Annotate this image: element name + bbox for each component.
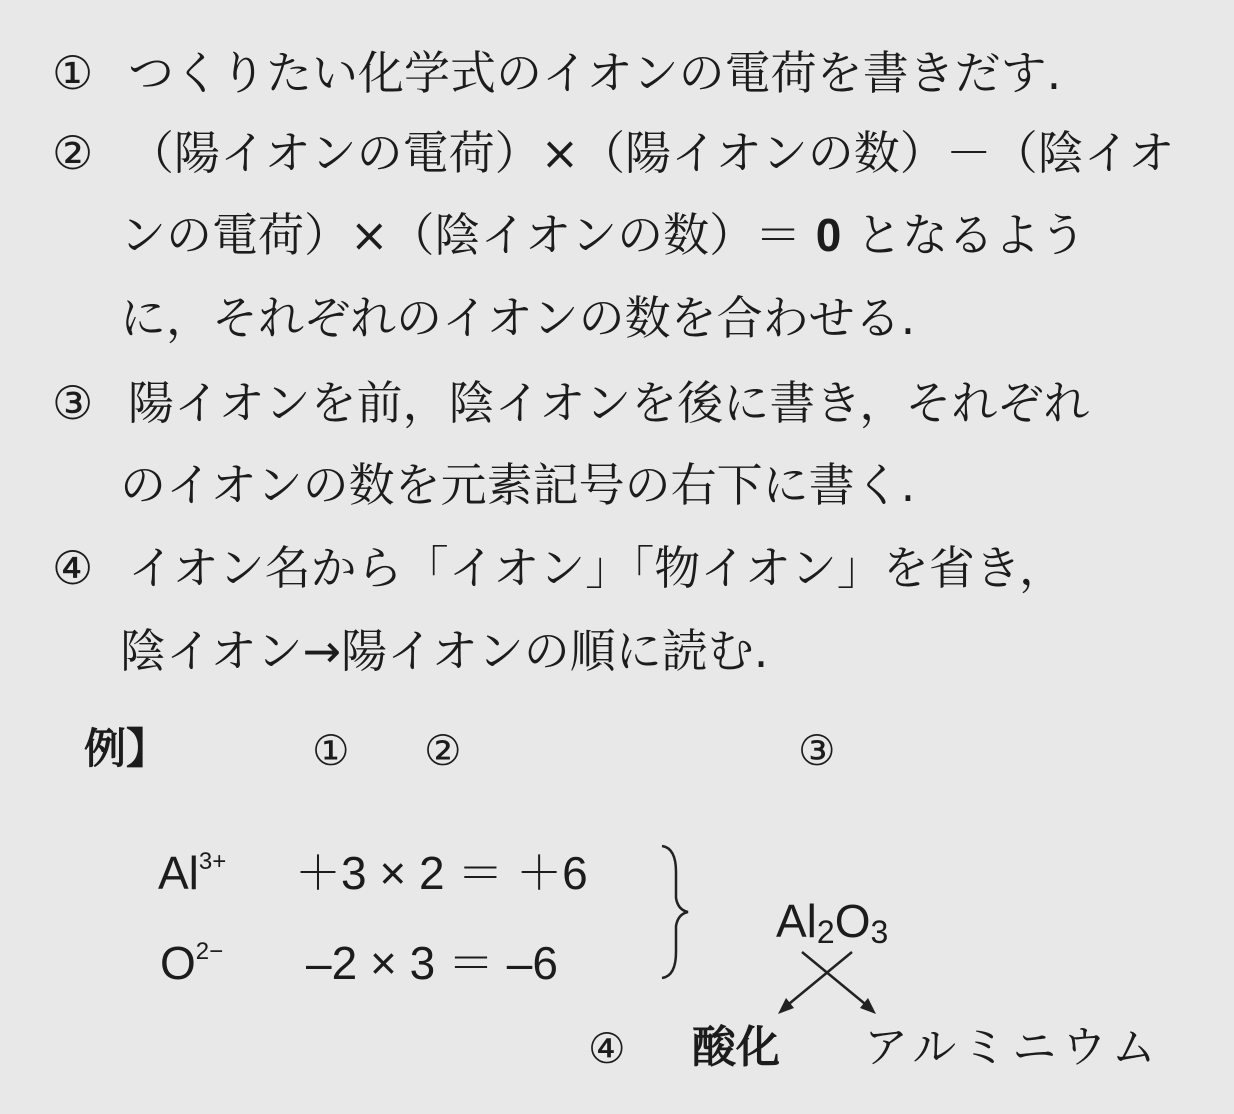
step-3-number: ③: [52, 376, 94, 430]
anion-calculation: –2 × 3 ＝ –6: [306, 937, 558, 989]
zero-value: 0: [815, 209, 842, 261]
compound-count-1: 2: [816, 914, 835, 950]
example-mark-4: ④: [588, 1024, 626, 1073]
step-2-number: ②: [52, 126, 94, 180]
example-label: 例】: [84, 724, 169, 773]
step-4-line-2: 陰イオン→陽イオンの順に読む.: [120, 624, 769, 678]
step-3-line-1: 陽イオンを前，陰イオンを後に書き，それぞれ: [128, 376, 1090, 430]
compound-element-2: O: [834, 895, 871, 947]
anion-charge: 2−: [195, 938, 224, 965]
example-mark-2: ②: [424, 726, 462, 775]
step-1-number: ①: [52, 46, 94, 100]
cation-charge: 3+: [198, 848, 227, 875]
step-2-equation: ンの電荷）×（陰イオンの数）＝: [120, 208, 802, 262]
name-anion-part: 酸化: [692, 1022, 780, 1073]
step-3-line-2: のイオンの数を元素記号の右下に書く.: [120, 458, 916, 512]
step-2-line-2-end: となるよう: [856, 208, 1087, 262]
cation-symbol: Al: [158, 847, 199, 899]
curly-brace: [662, 846, 688, 978]
step-2-line-3: に，それぞれのイオンの数を合わせる.: [120, 291, 916, 345]
cross-arrow-right: [802, 952, 870, 1008]
step-4-number: ④: [52, 541, 94, 595]
compound-count-2: 3: [870, 914, 889, 950]
example-mark-1: ①: [312, 726, 350, 775]
step-1-text: つくりたい化学式のイオンの電荷を書きだす.: [128, 46, 1062, 100]
step-2-line-1: （陽イオンの電荷）×（陽イオンの数）－（陰イオ: [128, 126, 1175, 180]
anion-symbol: O: [160, 937, 196, 989]
example-mark-3: ③: [798, 726, 836, 775]
cation-calculation: ＋3 × 2 ＝ ＋6: [295, 847, 588, 899]
cross-arrow-left: [784, 952, 852, 1008]
compound-element-1: Al: [776, 895, 817, 947]
name-cation-part: アルミニウム: [864, 1022, 1162, 1073]
step-4-line-1: イオン名から「イオン」「物イオン」を省き，: [128, 541, 1066, 595]
